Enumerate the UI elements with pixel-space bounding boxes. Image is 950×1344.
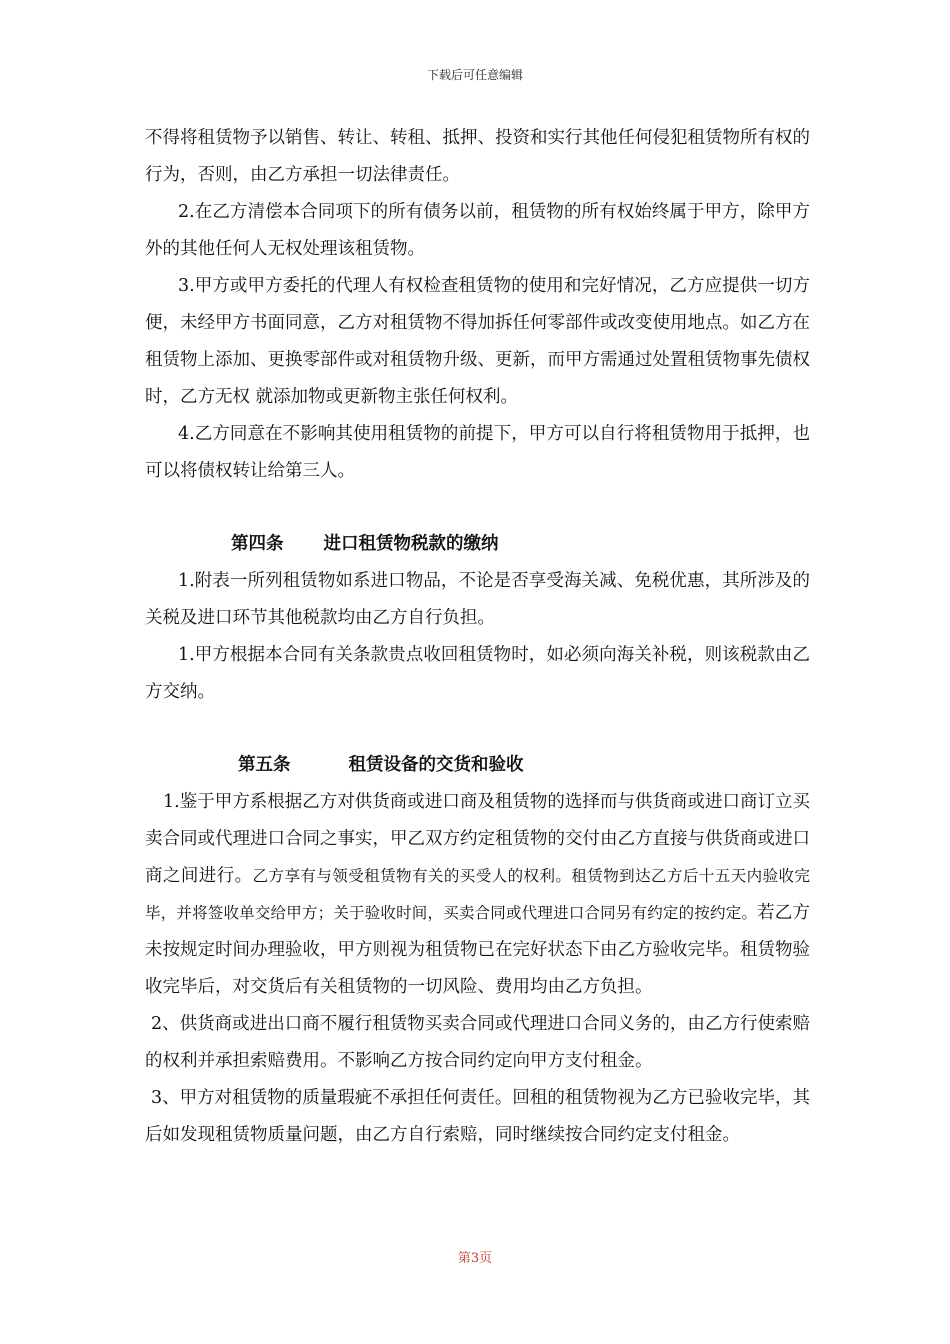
- article-5-paragraph-1: [145, 784, 810, 1006]
- article-5-heading: [145, 747, 810, 784]
- article-5-paragraph-1-part-3: 若乙方未按规定时间办理验收，甲方则视为租赁物已在完好状态下由乙方验收完毕。租赁物验收完毕后，对交货后有关租赁物的一切风险、费用均由乙方负担。: [145, 903, 810, 997]
- article-4-title: 进口租赁物税款的缴纳: [323, 534, 499, 554]
- paragraph-clause-2: 2.在乙方清偿本合同项下的所有债务以前，租赁物的所有权始终属于甲方，除甲方外的其他任何人无权处理该租赁物。: [145, 202, 810, 259]
- article-5-paragraph-2: 2、供货商或进出口商不履行租赁物买卖合同或代理进口合同义务的，由乙方行使索赔的权利并承担索赔费用。不影响乙方按合同约定向甲方支付租金。: [145, 1014, 810, 1071]
- page-header: 下载后可任意编辑: [426, 68, 523, 82]
- page-number: 第3页: [457, 1251, 493, 1266]
- paragraph-clause-4: 4.乙方同意在不影响其使用租赁物的前提下，甲方可以自行将租赁物用于抵押，也可以将债权转让给第三人。: [145, 424, 810, 481]
- article-5-title: 租赁设备的交货和验收: [348, 755, 524, 775]
- article-5-paragraph-1-part-2: 乙方享有与领受租赁物有关的买受人的权利。租赁物到达乙方后十五天内验收完毕，并将签收单交给甲方；关于验收时间，买卖合同或代理进口合同另有约定的按约定。: [145, 867, 810, 922]
- article-4-paragraph-1: 1.附表一所列租赁物如系进口物品，不论是否享受海关减、免税优惠，其所涉及的关税及进口环节其他税款均由乙方自行负担。: [145, 571, 810, 628]
- article-4-number: 第四条: [231, 534, 284, 554]
- article-5-number: 第五条: [238, 755, 291, 775]
- article-4-heading: [145, 526, 810, 563]
- article-5-paragraph-1-part-1: 1.鉴于甲方系根据乙方对供货商或进口商及租赁物的选择而与供货商或进口商订立买卖合同或代理进口合同之事实，甲乙双方约定租赁物的交付由乙方直接与供货商或进口商之间进行。: [145, 792, 810, 886]
- document-body: [145, 120, 810, 1154]
- paragraph-clause-3: 3.甲方或甲方委托的代理人有权检查租赁物的使用和完好情况，乙方应提供一切方便，未经甲方书面同意，乙方对租赁物不得加拆任何零部件或改变使用地点。如乙方在租赁物上添加、更换零部件或对租赁物升级、更新，而甲方需通过处置租赁物事先债权时，乙方无权 就添加物或更新物主张任何权利。: [145, 276, 810, 407]
- article-4-paragraph-2: 1.甲方根据本合同有关条款贵点收回租赁物时，如必须向海关补税，则该税款由乙方交纳。: [145, 645, 810, 702]
- paragraph-ownership-continued: 不得将租赁物予以销售、转让、转租、抵押、投资和实行其他任何侵犯租赁物所有权的行为，否则，由乙方承担一切法律责任。: [145, 128, 810, 185]
- article-5-paragraph-3: 3、甲方对租赁物的质量瑕疵不承担任何责任。回租的租赁物视为乙方已验收完毕，其后如发现租赁物质量问题，由乙方自行索赔，同时继续按合同约定支付租金。: [145, 1088, 810, 1145]
